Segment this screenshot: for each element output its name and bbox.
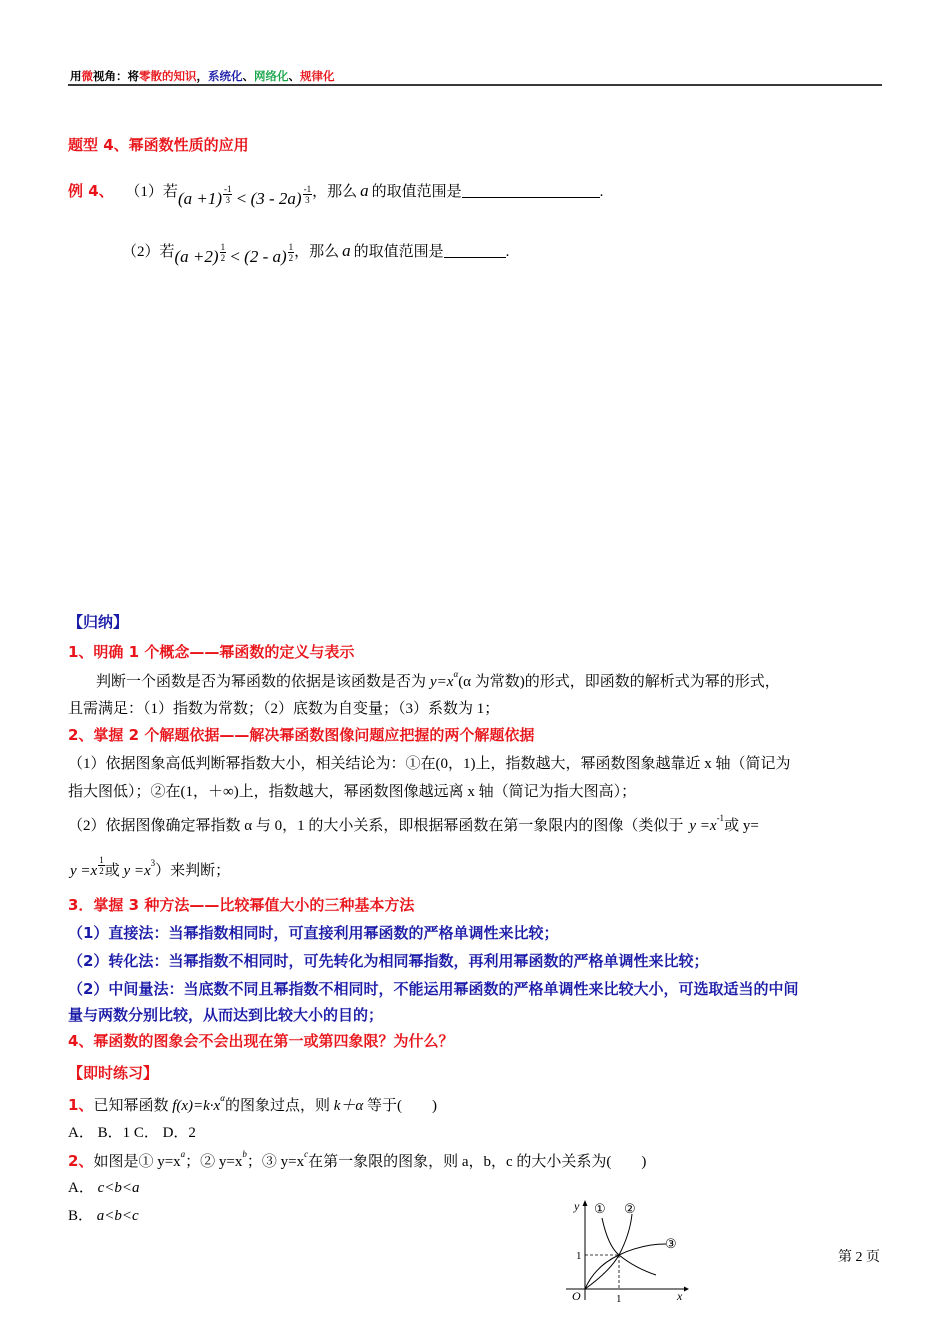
summary-p4-title: 4、幂函数的图象会不会出现在第一或第四象限？为什么？ [68,1032,454,1050]
q2-lhs-exponent: $\frac{1}{2}$ [220,242,226,263]
summary-p1-line1 [96,669,780,691]
text: ）来判断； [155,863,231,879]
math-sup: -1 [716,813,725,823]
page-number: 第 2 页 [838,1250,880,1265]
section-title: 题型 4、幂函数性质的应用 [68,136,249,154]
summary-p2-line4 [70,855,230,880]
q1-lhs: (a +1) [177,189,222,208]
example-label: 例 4、 [68,182,114,200]
example-q1 [68,176,604,208]
summary-p1-line2: 且需满足：（1）指数为常数；（2）底数为自变量；（3）系数为 1； [68,701,500,717]
text: 等于( ) [367,1098,438,1114]
practice-q2-option-a[interactable] [68,1176,140,1197]
summary-p3-method2: （2）转化法：当幂指数不相同时，可先转化为相同幂指数，再利用幂函数的严格单调性来比较； [68,952,709,970]
header-slogan [70,68,335,84]
summary-p2-title: 2、掌握 2 个解题依据——解决幂函数图像问题应把握的两个解题依据 [68,726,535,744]
question-number: 2、 [68,1152,94,1170]
header-part: 视角：将 [93,69,139,83]
curve-label-3: ③ [665,1237,677,1252]
practice-q1 [68,1093,437,1115]
origin-label: O [572,1289,581,1302]
summary-p2-line2: 指大图低）；②在(1，＋∞)上，指数越大，幂函数图像越远离 x 轴（简记为指大图高）； [68,784,637,800]
math-sup: α [453,669,459,679]
q1-suffix2: 的取值范围是 [371,184,462,200]
q2-op: < [230,247,240,266]
practice-heading: 【即时练习】 [68,1064,159,1082]
option-label: B． [68,1208,94,1224]
q1-answer-blank[interactable] [462,183,600,198]
q2-inequality [174,242,295,266]
math-sup: α [220,1093,225,1103]
text: (α 为常数)的形式，即函数的解析式为幂的形式， [458,674,780,690]
math: y =x [70,863,98,879]
summary-p3-method3-line1: （2）中间量法：当底数不同且幂指数不相同时，不能运用幂函数的严格单调性来比较大小，可选取适当的中间 [68,980,799,998]
q1-end: . [599,184,604,200]
summary-p2-line3 [68,813,759,835]
example-q2 [122,236,510,266]
q2-rhs: (2 - a) [244,247,287,266]
x-axis-label: x [677,1289,683,1302]
summary-p3-title: 3．掌握 3 种方法——比较幂值大小的三种基本方法 [68,896,415,914]
text: 在第一象限的图象，则 a，b，c 的大小关系为( ) [308,1154,647,1170]
header-divider [68,84,882,86]
question-number: 1、 [68,1096,94,1114]
math-sup: b [242,1149,247,1159]
q2-prefix: （2）若 [122,244,175,260]
graph-svg [560,1196,690,1302]
curve-label-2: ② [624,1202,636,1217]
text: 或 [104,863,120,879]
q1-rhs: (3 - 2a) [250,189,302,208]
practice-q2 [68,1149,646,1171]
header-part: 规律化 [300,69,335,83]
header-part: 零散的知识 [139,69,197,83]
header-part: 系统化 [208,69,243,83]
math-sup: a [180,1149,186,1159]
option-text: c<b<a [97,1180,140,1196]
q1-lhs-exponent: $\frac{-1}{3}$ [223,184,232,205]
text: 判断一个函数是否为幂函数的依据是该函数是否为 [96,674,427,690]
summary-p3-method3-line2: 量与两数分别比较，从而达到比较大小的目的； [68,1006,384,1024]
math: f(x)=k·x [172,1098,221,1114]
math-sup: 3 [150,858,156,868]
text: ；③ y=x [246,1154,305,1170]
summary-p2-line1: （1）依据图象高低判断幂指数大小，相关结论为：①在(0，1)上，指数越大，幂函数图象越靠近 x 轴（简记为 [68,756,791,772]
practice-q1-options[interactable]: A． B．1 C． D．2 [68,1125,196,1141]
header-part: 网络化 [254,69,289,83]
q1-prefix: （1）若 [125,184,178,200]
header-part: ， [196,69,208,83]
q2-var: a [342,241,351,260]
option-label: A． [68,1180,94,1196]
q2-suffix2: 的取值范围是 [353,244,444,260]
math: y=x [430,674,454,690]
summary-p3-method1: （1）直接法：当幂指数相同时，可直接利用幂函数的严格单调性来比较； [68,924,559,942]
q1-rhs-exponent: $\frac{-1}{3}$ [303,184,312,205]
y-axis-label: y [574,1199,580,1213]
math-frac: $\frac{1}{2}$ [99,855,104,876]
math: y =x [689,818,717,834]
q1-inequality [177,184,312,208]
curve-label-1: ① [594,1202,606,1217]
q2-suffix: ，那么 [294,244,340,260]
option-text: a<b<c [96,1208,139,1224]
summary-p1-title: 1、明确 1 个概念——幂函数的定义与表示 [68,643,355,661]
header-part: 、 [288,69,300,83]
q1-suffix: ，那么 [312,184,358,200]
math: y =x [123,863,151,879]
math-sup: c [304,1149,309,1159]
y-tick-1: 1 [576,1250,582,1262]
practice-q2-option-b[interactable] [68,1204,139,1225]
header-part: 用 [70,69,82,83]
q1-op: < [236,189,247,208]
q2-lhs: (a +2) [174,247,219,266]
text: （2）依据图像确定幂指数 α 与 0，1 的大小关系，即根据幂函数在第一象限内的图像（类似于 [68,818,684,834]
math: k＋α [333,1098,364,1114]
power-function-graph [560,1196,690,1302]
text: 如图是① y=x [93,1154,181,1170]
header-part: 微 [81,69,93,83]
q2-rhs-exponent: $\frac{1}{2}$ [288,242,294,263]
text: ；② y=x [185,1154,243,1170]
q2-answer-blank[interactable] [444,243,506,258]
x-tick-1: 1 [616,1293,622,1302]
q1-var: a [360,181,369,200]
header-part: 、 [242,69,254,83]
q2-end: . [505,244,510,260]
text: 已知幂函数 [93,1098,169,1114]
summary-heading: 【归纳】 [68,613,129,631]
text: 的图象过点，则 [224,1098,330,1114]
text: 或 y= [724,818,759,834]
